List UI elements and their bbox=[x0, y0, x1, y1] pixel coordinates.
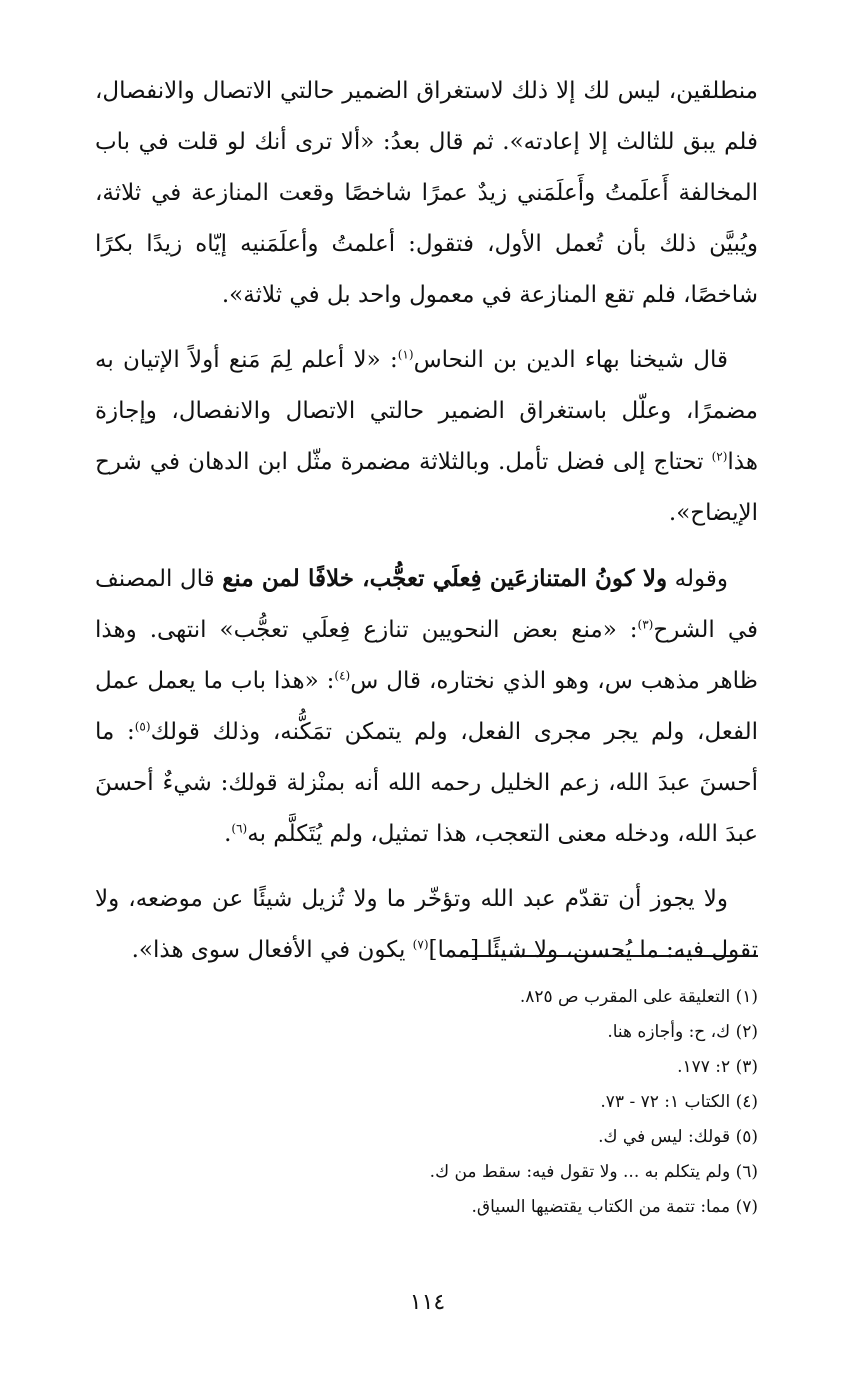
footnote-text: مما: تتمة من الكتاب يقتضيها السياق. bbox=[471, 1197, 731, 1217]
footnote bbox=[95, 1050, 758, 1085]
footnote-number: (٢) bbox=[730, 1022, 758, 1042]
footnotes bbox=[95, 980, 758, 1225]
paragraph bbox=[95, 874, 758, 976]
footnote bbox=[95, 1155, 758, 1190]
footnote-ref: (٦) bbox=[231, 821, 248, 836]
text-run: تحتاج إلى فضل تأمل. وبالثلاثة مضمرة مثّل ابن الدهان في شرح الإيضاح». bbox=[95, 449, 758, 526]
footnote-number: (٦) bbox=[730, 1162, 758, 1182]
footnote bbox=[95, 1190, 758, 1225]
text-run: : «هذا باب ما يعمل عمل الفعل، ولم يجر مجرى الفعل، ولم يتمكن تمَكُّنه، وذلك قولك bbox=[95, 668, 758, 745]
footnote-ref: (٣) bbox=[637, 617, 654, 632]
footnote-ref: (٥) bbox=[134, 719, 151, 734]
footnote-number: (٧) bbox=[730, 1197, 758, 1217]
text-run: : ما أحسنَ عبدَ الله، زعم الخليل رحمه الله أنه بمنْزلة قولك: شيءٌ أحسنَ عبدَ الله، ودخله معنى التعجب، هذا تمثيل، ولم يُتَكلَّم به bbox=[95, 719, 758, 847]
text-run: ولا يجوز أن تقدّم عبد الله وتؤخّر ما ولا تُزيل شيئًا عن موضعه، ولا تقول فيه: ما يُحسن، ولا شيئًا [مما] bbox=[95, 886, 758, 963]
text-run: قال المصنف في الشرح bbox=[95, 566, 758, 643]
footnote bbox=[95, 980, 758, 1015]
footnote bbox=[95, 1120, 758, 1155]
bold-text: ولا كونُ المتنازعَين فِعلَي تعجُّب، خلافًا لمن منع bbox=[222, 565, 668, 592]
footnote-number: (٤) bbox=[730, 1092, 758, 1112]
footnote-number: (٥) bbox=[730, 1127, 758, 1147]
footnote-text: ك، ح: وأجازه هنا. bbox=[607, 1022, 731, 1042]
text-run: : «لا أعلم لِمَ مَنع أولاً الإتيان به مضمرًا، وعلّل باستغراق الضمير حالتي الاتصال والانفصال، وإجازة هذا bbox=[95, 347, 758, 475]
footnote-separator bbox=[458, 955, 758, 957]
footnote bbox=[95, 1085, 758, 1120]
text-run: وقوله bbox=[667, 566, 728, 592]
text-run: منطلقين، ليس لك إلا ذلك لاستغراق الضمير حالتي الاتصال والانفصال، فلم يبق للثالث إلا إعادته». ثم قال بعدُ: «ألا ترى أنك لو قلت في باب المخالفة أَعلَمتُ وأَعلَمَني زيدٌ عمرًا شاخصًا وقعت المنازعة في ثلاثة، ويُبيَّن ذلك بأن تُعمل الأول، فتقول: أعلمتُ وأعلَمَنيه إيّاه زيدًا بكرًا شاخصًا، فلم تقع المنازعة في معمول واحد بل في ثلاثة». bbox=[95, 78, 758, 308]
footnote-text: الكتاب ١: ٧٢ - ٧٣. bbox=[600, 1092, 731, 1112]
footnote-text: قولك: ليس في ك. bbox=[598, 1127, 731, 1147]
paragraph bbox=[95, 335, 758, 539]
footnote-number: (١) bbox=[730, 987, 758, 1007]
paragraph bbox=[95, 66, 758, 321]
text-run: . bbox=[224, 821, 232, 847]
body-text bbox=[95, 66, 758, 990]
footnote-ref: (٧) bbox=[412, 937, 429, 952]
footnote-text: ٢: ١٧٧. bbox=[677, 1057, 731, 1077]
text-run: قال شيخنا بهاء الدين بن النحاس bbox=[413, 347, 728, 373]
footnote-ref: (١) bbox=[397, 347, 414, 362]
footnote-ref: (٤) bbox=[334, 668, 351, 683]
footnote bbox=[95, 1015, 758, 1050]
page-number: ١١٤ bbox=[409, 1290, 446, 1315]
footnote-text: ولم يتكلم به ... ولا تقول فيه: سقط من ك. bbox=[429, 1162, 731, 1182]
footnote-ref: (٢) bbox=[711, 449, 728, 464]
text-run: يكون في الأفعال سوى هذا». bbox=[131, 937, 413, 963]
paragraph bbox=[95, 553, 758, 860]
footnote-text: التعليقة على المقرب ص ٨٢٥. bbox=[519, 987, 731, 1007]
text-run: : «منع بعض النحويين تنازع فِعلَي تعجُّب» انتهى. وهذا ظاهر مذهب س، وهو الذي نختاره، قال س bbox=[95, 617, 758, 694]
footnote-number: (٣) bbox=[730, 1057, 758, 1077]
